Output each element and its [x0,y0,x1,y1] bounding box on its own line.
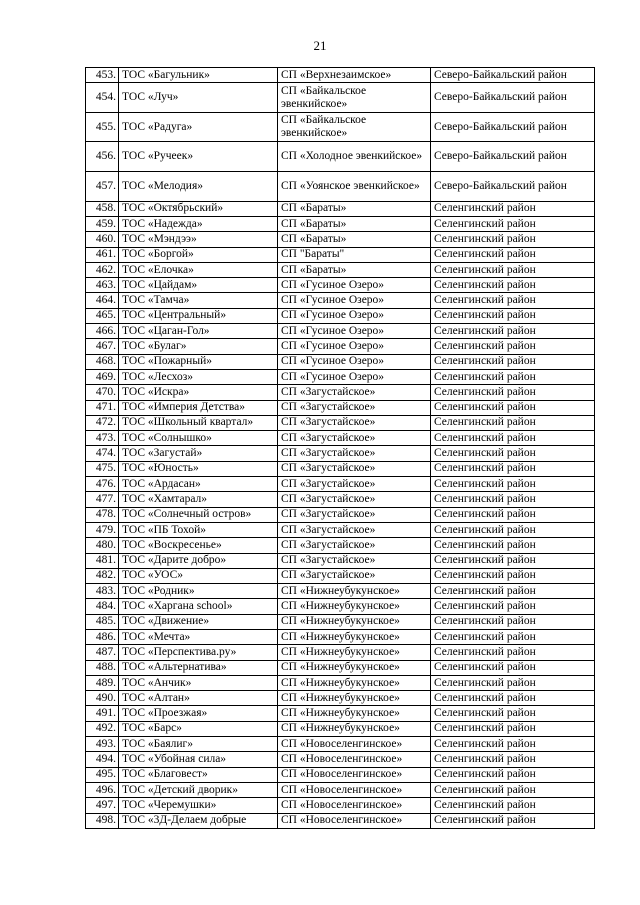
row-number-cell: 473. [86,431,119,446]
tos-name-cell: ТОС «Альтернатива» [119,660,278,675]
row-number-cell: 454. [86,83,119,113]
table-row [86,247,595,262]
settlement-cell: СП «Бараты» [278,232,431,247]
tos-name-cell: ТОС «Тамча» [119,293,278,308]
row-number-cell: 487. [86,645,119,660]
row-number-cell: 482. [86,568,119,583]
table-row [86,492,595,507]
district-cell: Селенгинский район [431,645,595,660]
row-number-cell: 490. [86,691,119,706]
row-number-cell: 469. [86,369,119,384]
row-number-cell: 468. [86,354,119,369]
row-number-cell: 457. [86,172,119,202]
table-row [86,553,595,568]
district-cell: Селенгинский район [431,461,595,476]
row-number-cell: 465. [86,308,119,323]
table-row [86,385,595,400]
table-row [86,232,595,247]
settlement-cell: СП «Загустайское» [278,431,431,446]
settlement-cell: СП «Загустайское» [278,461,431,476]
row-number-cell: 493. [86,737,119,752]
tos-name-cell: ТОС «Лесхоз» [119,369,278,384]
row-number-cell: 472. [86,415,119,430]
district-cell: Селенгинский район [431,568,595,583]
district-cell: Селенгинский район [431,308,595,323]
row-number-cell: 479. [86,522,119,537]
table-row [86,201,595,216]
settlement-cell: СП «Нижнеубукунское» [278,675,431,690]
row-number-cell: 494. [86,752,119,767]
row-number-cell: 455. [86,112,119,142]
table-row [86,798,595,813]
district-cell: Селенгинский район [431,798,595,813]
settlement-cell: СП «Гусиное Озеро» [278,278,431,293]
settlement-cell: СП "Бараты" [278,247,431,262]
row-number-cell: 458. [86,201,119,216]
tos-name-cell: ТОС «Барс» [119,721,278,736]
table-row [86,354,595,369]
table-row [86,614,595,629]
table-row [86,461,595,476]
district-cell: Северо-Байкальский район [431,68,595,83]
settlement-cell: СП «Уоянское эвенкийское» [278,172,431,202]
district-cell: Селенгинский район [431,324,595,339]
table-row [86,538,595,553]
tos-name-cell: ТОС «Школьный квартал» [119,415,278,430]
district-cell: Селенгинский район [431,415,595,430]
settlement-cell: СП «Загустайское» [278,538,431,553]
table-row [86,431,595,446]
settlement-cell: СП «Загустайское» [278,415,431,430]
row-number-cell: 461. [86,247,119,262]
tos-name-cell: ТОС «Империя Детства» [119,400,278,415]
district-cell: Селенгинский район [431,629,595,644]
table-row [86,415,595,430]
row-number-cell: 486. [86,629,119,644]
row-number-cell: 489. [86,675,119,690]
row-number-cell: 470. [86,385,119,400]
tos-name-cell: ТОС «Солнышко» [119,431,278,446]
tos-name-cell: ТОС «Дарите добро» [119,553,278,568]
table-row [86,324,595,339]
district-cell: Селенгинский район [431,232,595,247]
tos-name-cell: ТОС «Баялиг» [119,737,278,752]
settlement-cell: СП «Загустайское» [278,553,431,568]
table-row [86,813,595,828]
tos-name-cell: ТОС «Алтан» [119,691,278,706]
table-row [86,172,595,202]
row-number-cell: 495. [86,767,119,782]
district-cell: Северо-Байкальский район [431,142,595,172]
table-row [86,737,595,752]
tos-name-cell: ТОС «Движение» [119,614,278,629]
settlement-cell: СП «Бараты» [278,262,431,277]
table-row [86,83,595,113]
tos-name-cell: ТОС «Ручеек» [119,142,278,172]
tos-name-cell: ТОС «Цаган-Гол» [119,324,278,339]
district-cell: Северо-Байкальский район [431,172,595,202]
settlement-cell: СП «Гусиное Озеро» [278,369,431,384]
tos-name-cell: ТОС «Благовест» [119,767,278,782]
district-cell: Селенгинский район [431,752,595,767]
tos-name-cell: ТОС «Анчик» [119,675,278,690]
district-cell: Селенгинский район [431,293,595,308]
tos-name-cell: ТОС «Юность» [119,461,278,476]
settlement-cell: СП «Нижнеубукунское» [278,660,431,675]
settlement-cell: СП «Загустайское» [278,477,431,492]
district-cell: Селенгинский район [431,216,595,231]
row-number-cell: 467. [86,339,119,354]
tos-name-cell: ТОС «Убойная сила» [119,752,278,767]
district-cell: Северо-Байкальский район [431,83,595,113]
tos-name-cell: ТОС «Мечта» [119,629,278,644]
tos-name-cell: ТОС «Булаг» [119,339,278,354]
tos-name-cell: ТОС «Проезжая» [119,706,278,721]
settlement-cell: СП «Нижнеубукунское» [278,706,431,721]
tos-name-cell: ТОС «Радуга» [119,112,278,142]
tos-name-cell: ТОС «Луч» [119,83,278,113]
district-cell: Селенгинский район [431,706,595,721]
settlement-cell: СП «Верхнезаимское» [278,68,431,83]
district-cell: Селенгинский район [431,782,595,797]
settlement-cell: СП «Бараты» [278,201,431,216]
district-cell: Селенгинский район [431,354,595,369]
tos-name-cell: ТОС «3Д-Делаем добрые [119,813,278,828]
tos-name-cell: ТОС «Надежда» [119,216,278,231]
settlement-cell: СП «Загустайское» [278,522,431,537]
district-cell: Селенгинский район [431,767,595,782]
tos-name-cell: ТОС «Цайдам» [119,278,278,293]
row-number-cell: 488. [86,660,119,675]
settlement-cell: СП «Нижнеубукунское» [278,645,431,660]
table-row [86,339,595,354]
table-row [86,68,595,83]
row-number-cell: 459. [86,216,119,231]
tos-name-cell: ТОС «Ардасан» [119,477,278,492]
settlement-cell: СП «Загустайское» [278,385,431,400]
district-cell: Селенгинский район [431,538,595,553]
district-cell: Селенгинский район [431,522,595,537]
table-row [86,142,595,172]
table-row [86,660,595,675]
district-cell: Селенгинский район [431,247,595,262]
table-row [86,675,595,690]
district-cell: Селенгинский район [431,385,595,400]
tos-name-cell: ТОС «Искра» [119,385,278,400]
settlement-cell: СП «Загустайское» [278,446,431,461]
row-number-cell: 456. [86,142,119,172]
settlement-cell: СП «Нижнеубукунское» [278,584,431,599]
table-body [86,68,595,829]
settlement-cell: СП «Загустайское» [278,568,431,583]
row-number-cell: 474. [86,446,119,461]
table-row [86,752,595,767]
row-number-cell: 483. [86,584,119,599]
row-number-cell: 476. [86,477,119,492]
table-row [86,293,595,308]
row-number-cell: 496. [86,782,119,797]
settlement-cell: СП «Гусиное Озеро» [278,354,431,369]
district-cell: Селенгинский район [431,431,595,446]
settlement-cell: СП «Новоселенгинское» [278,798,431,813]
district-cell: Селенгинский район [431,201,595,216]
table-row [86,782,595,797]
row-number-cell: 463. [86,278,119,293]
district-cell: Селенгинский район [431,584,595,599]
district-cell: Селенгинский район [431,446,595,461]
row-number-cell: 475. [86,461,119,476]
district-cell: Селенгинский район [431,675,595,690]
table-row [86,645,595,660]
tos-name-cell: ТОС «ПБ Тохой» [119,522,278,537]
row-number-cell: 484. [86,599,119,614]
row-number-cell: 478. [86,507,119,522]
tos-name-cell: ТОС «Пожарный» [119,354,278,369]
table-row [86,507,595,522]
table-row [86,584,595,599]
tos-name-cell: ТОС «Мелодия» [119,172,278,202]
settlement-cell: СП «Нижнеубукунское» [278,614,431,629]
settlement-cell: СП «Нижнеубукунское» [278,721,431,736]
district-cell: Селенгинский район [431,691,595,706]
table-row [86,369,595,384]
district-cell: Селенгинский район [431,553,595,568]
table-row [86,706,595,721]
tos-name-cell: ТОС «Боргой» [119,247,278,262]
table-row [86,112,595,142]
district-cell: Селенгинский район [431,721,595,736]
district-cell: Селенгинский район [431,614,595,629]
settlement-cell: СП «Новоселенгинское» [278,813,431,828]
district-cell: Селенгинский район [431,339,595,354]
row-number-cell: 498. [86,813,119,828]
row-number-cell: 477. [86,492,119,507]
table-row [86,400,595,415]
row-number-cell: 460. [86,232,119,247]
table-row [86,278,595,293]
settlement-cell: СП «Гусиное Озеро» [278,308,431,323]
row-number-cell: 491. [86,706,119,721]
settlement-cell: СП «Новоселенгинское» [278,737,431,752]
row-number-cell: 462. [86,262,119,277]
row-number-cell: 480. [86,538,119,553]
table-row [86,308,595,323]
tos-name-cell: ТОС «Детский дворик» [119,782,278,797]
table-row [86,629,595,644]
table-row [86,522,595,537]
tos-registry-table [85,67,595,829]
settlement-cell: СП «Нижнеубукунское» [278,691,431,706]
district-cell: Селенгинский район [431,492,595,507]
district-cell: Селенгинский район [431,278,595,293]
table-row [86,691,595,706]
tos-name-cell: ТОС «Перспектива.ру» [119,645,278,660]
tos-name-cell: ТОС «Мэндээ» [119,232,278,247]
tos-name-cell: ТОС «Багульник» [119,68,278,83]
district-cell: Селенгинский район [431,507,595,522]
district-cell: Селенгинский район [431,477,595,492]
tos-name-cell: ТОС «Октябрьский» [119,201,278,216]
tos-name-cell: ТОС «Елочка» [119,262,278,277]
row-number-cell: 492. [86,721,119,736]
settlement-cell: СП «Гусиное Озеро» [278,293,431,308]
row-number-cell: 464. [86,293,119,308]
settlement-cell: СП «Новоселенгинское» [278,752,431,767]
row-number-cell: 481. [86,553,119,568]
table-row [86,262,595,277]
table-row [86,767,595,782]
settlement-cell: СП «Нижнеубукунское» [278,629,431,644]
row-number-cell: 485. [86,614,119,629]
settlement-cell: СП «Загустайское» [278,400,431,415]
tos-name-cell: ТОС «Харгана school» [119,599,278,614]
district-cell: Селенгинский район [431,660,595,675]
table-row [86,216,595,231]
row-number-cell: 471. [86,400,119,415]
tos-name-cell: ТОС «УОС» [119,568,278,583]
tos-name-cell: ТОС «Загустай» [119,446,278,461]
row-number-cell: 497. [86,798,119,813]
district-cell: Селенгинский район [431,369,595,384]
district-cell: Северо-Байкальский район [431,112,595,142]
settlement-cell: СП «Байкальское эвенкийское» [278,83,431,113]
settlement-cell: СП «Бараты» [278,216,431,231]
district-cell: Селенгинский район [431,737,595,752]
settlement-cell: СП «Загустайское» [278,507,431,522]
tos-name-cell: ТОС «Центральный» [119,308,278,323]
tos-name-cell: ТОС «Черемушки» [119,798,278,813]
district-cell: Селенгинский район [431,400,595,415]
district-cell: Селенгинский район [431,813,595,828]
table-row [86,599,595,614]
tos-name-cell: ТОС «Хамтарал» [119,492,278,507]
page-number: 21 [313,38,327,53]
tos-name-cell: ТОС «Родник» [119,584,278,599]
row-number-cell: 453. [86,68,119,83]
settlement-cell: СП «Гусиное Озеро» [278,324,431,339]
settlement-cell: СП «Холодное эвенкийское» [278,142,431,172]
district-cell: Селенгинский район [431,599,595,614]
settlement-cell: СП «Гусиное Озеро» [278,339,431,354]
settlement-cell: СП «Новоселенгинское» [278,767,431,782]
table-row [86,568,595,583]
tos-name-cell: ТОС «Воскресенье» [119,538,278,553]
table-row [86,721,595,736]
row-number-cell: 466. [86,324,119,339]
settlement-cell: СП «Байкальское эвенкийское» [278,112,431,142]
settlement-cell: СП «Загустайское» [278,492,431,507]
settlement-cell: СП «Нижнеубукунское» [278,599,431,614]
tos-name-cell: ТОС «Солнечный остров» [119,507,278,522]
table-row [86,446,595,461]
district-cell: Селенгинский район [431,262,595,277]
table-row [86,477,595,492]
settlement-cell: СП «Новоселенгинское» [278,782,431,797]
